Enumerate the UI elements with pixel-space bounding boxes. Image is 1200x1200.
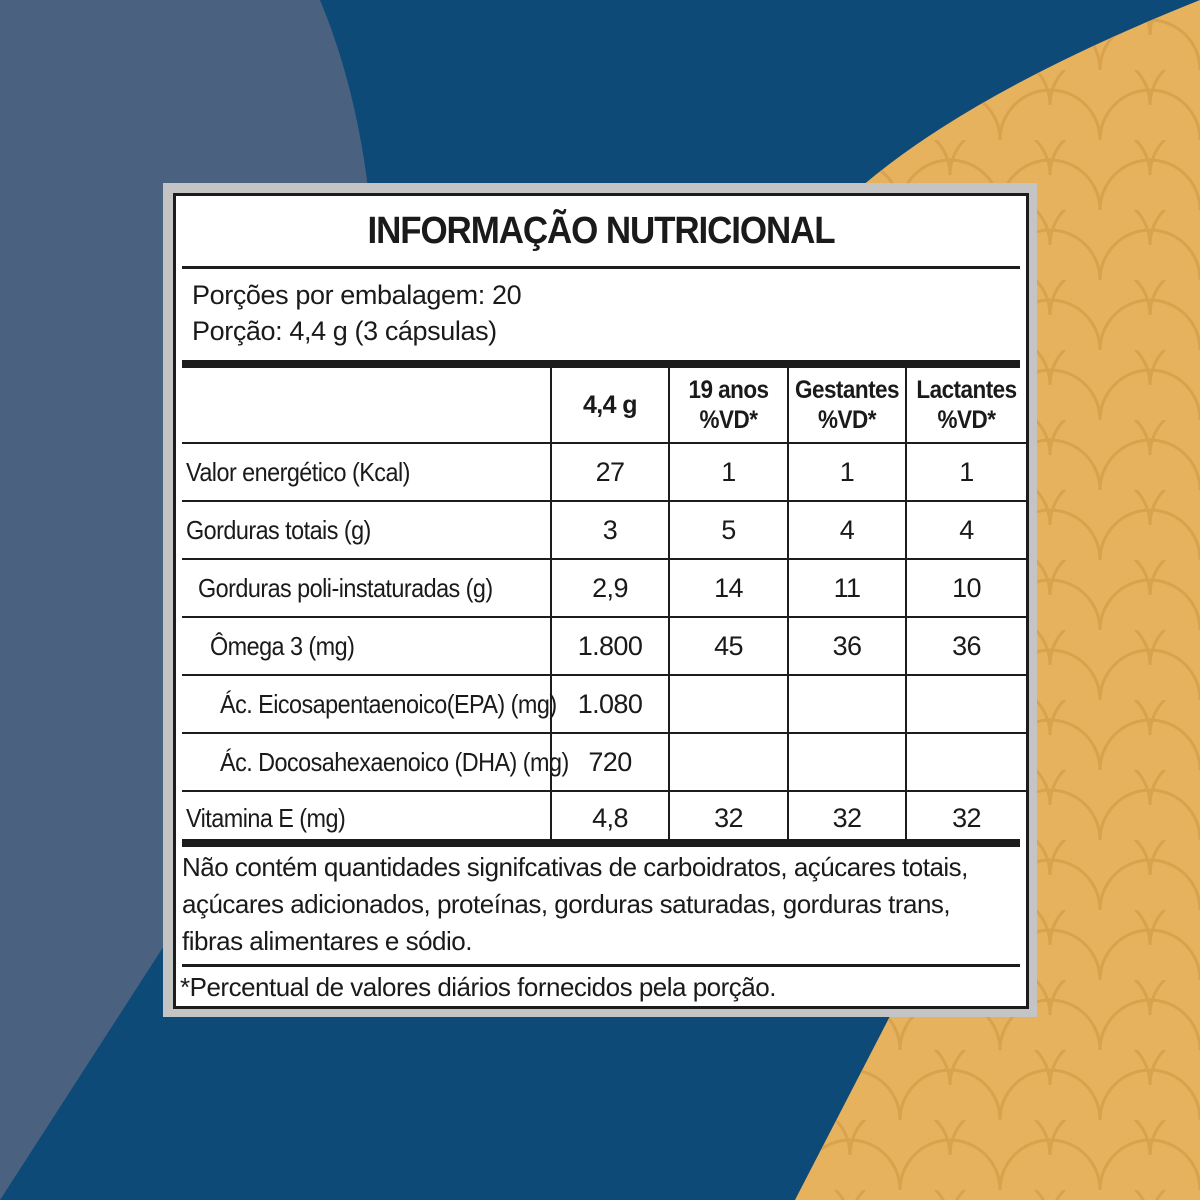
header-vd-19: 19 anos %VD* bbox=[669, 368, 788, 443]
header-vd-lactantes: Lactantes %VD* bbox=[906, 368, 1026, 443]
row-vd-19 bbox=[669, 733, 788, 791]
row-name: Gorduras poli-instaturadas (g) bbox=[182, 559, 551, 617]
row-vd-gestantes bbox=[788, 733, 906, 791]
row-vd-gestantes bbox=[788, 675, 906, 733]
table-row bbox=[182, 617, 1026, 675]
row-vd-19: 32 bbox=[669, 791, 788, 844]
row-vd-lactantes: 32 bbox=[906, 791, 1026, 844]
table-row bbox=[182, 443, 1026, 501]
nutrition-label bbox=[173, 193, 1029, 1009]
row-vd-lactantes: 4 bbox=[906, 501, 1026, 559]
daily-value-footnote: *Percentual de valores diários fornecidos pela porção. bbox=[180, 972, 776, 1002]
row-name: Vitamina E (mg) bbox=[182, 791, 551, 844]
row-amount: 720 bbox=[551, 733, 669, 791]
row-name: Valor energético (Kcal) bbox=[182, 443, 551, 501]
row-amount: 3 bbox=[551, 501, 669, 559]
row-vd-gestantes: 4 bbox=[788, 501, 906, 559]
table-row bbox=[182, 501, 1026, 559]
row-vd-19: 5 bbox=[669, 501, 788, 559]
serving-divider bbox=[182, 360, 1020, 368]
row-vd-lactantes: 10 bbox=[906, 559, 1026, 617]
row-vd-lactantes bbox=[906, 733, 1026, 791]
row-vd-19: 14 bbox=[669, 559, 788, 617]
row-vd-gestantes: 32 bbox=[788, 791, 906, 844]
row-vd-lactantes: 36 bbox=[906, 617, 1026, 675]
row-vd-19: 45 bbox=[669, 617, 788, 675]
row-amount: 4,8 bbox=[551, 791, 669, 844]
servings-per-package: Porções por embalagem: 20 bbox=[192, 280, 522, 310]
row-vd-lactantes: 1 bbox=[906, 443, 1026, 501]
row-vd-19 bbox=[669, 675, 788, 733]
row-amount: 2,9 bbox=[551, 559, 669, 617]
nutrition-note: Não contém quantidades signifcativas de carboidratos, açúcares totais, açúcares adicionados, proteínas, gorduras saturadas, gorduras trans, fibras alimentares e sódio. bbox=[182, 852, 968, 956]
note-divider bbox=[182, 964, 1020, 967]
row-vd-lactantes bbox=[906, 675, 1026, 733]
row-name: Ômega 3 (mg) bbox=[182, 617, 551, 675]
row-amount: 27 bbox=[551, 443, 669, 501]
header-amount: 4,4 g bbox=[551, 368, 669, 443]
row-name: Ác. Eicosapentaenoico(EPA) (mg) bbox=[182, 675, 551, 733]
nutrition-label-card bbox=[163, 183, 1037, 1017]
table-row bbox=[182, 675, 1026, 733]
row-name: Ác. Docosahexaenoico (DHA) (mg) bbox=[182, 733, 551, 791]
nutrition-table bbox=[182, 368, 1026, 844]
table-header-row bbox=[182, 368, 1026, 443]
table-row bbox=[182, 733, 1026, 791]
row-vd-gestantes: 36 bbox=[788, 617, 906, 675]
header-blank bbox=[182, 368, 551, 443]
row-name: Gorduras totais (g) bbox=[182, 501, 551, 559]
table-row bbox=[182, 559, 1026, 617]
table-bottom-divider bbox=[182, 839, 1020, 847]
row-vd-19: 1 bbox=[669, 443, 788, 501]
table-row bbox=[182, 791, 1026, 844]
row-amount: 1.080 bbox=[551, 675, 669, 733]
title-divider bbox=[182, 266, 1020, 269]
row-amount: 1.800 bbox=[551, 617, 669, 675]
row-vd-gestantes: 11 bbox=[788, 559, 906, 617]
label-title: INFORMAÇÃO NUTRICIONAL bbox=[367, 209, 835, 252]
serving-size: Porção: 4,4 g (3 cápsulas) bbox=[192, 316, 497, 346]
row-vd-gestantes: 1 bbox=[788, 443, 906, 501]
header-vd-gestantes: Gestantes %VD* bbox=[788, 368, 906, 443]
